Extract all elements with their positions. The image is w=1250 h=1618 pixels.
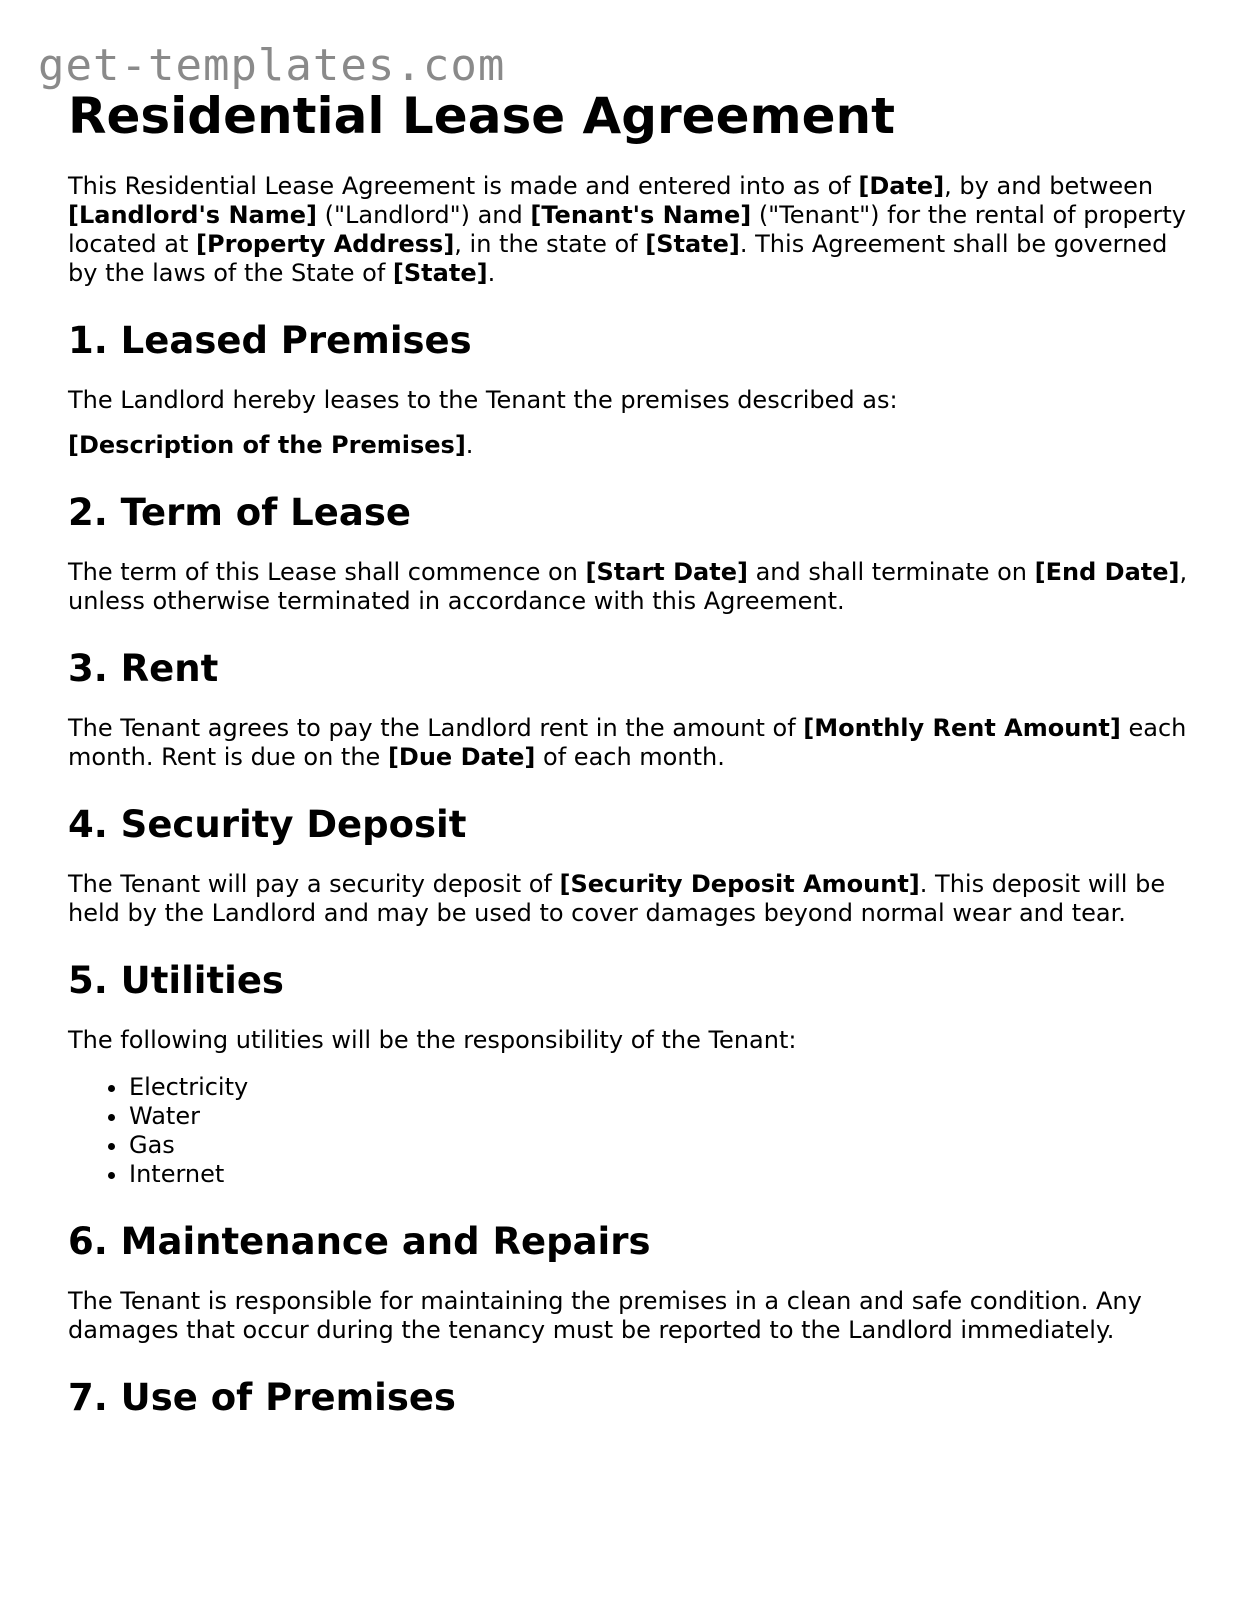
end-date-placeholder: [End Date] xyxy=(1034,558,1180,586)
state-placeholder: [State] xyxy=(645,230,740,258)
section-maintenance-repairs xyxy=(68,1215,1188,1345)
state-placeholder: [State] xyxy=(392,259,488,287)
section-heading: 7. Use of Premises xyxy=(68,1376,456,1419)
landlord-name-placeholder: [Landlord's Name] xyxy=(68,201,317,229)
deposit-amount-placeholder: [Security Deposit Amount] xyxy=(559,870,920,898)
due-date-placeholder: [Due Date] xyxy=(387,743,536,771)
section-term-of-lease xyxy=(68,486,1188,616)
section-paragraph: The Landlord hereby leases to the Tenant the premises described as: xyxy=(68,386,898,414)
rent-amount-placeholder: [Monthly Rent Amount] xyxy=(803,714,1121,742)
list-item: • Electricity xyxy=(129,1073,1188,1102)
section-heading: 5. Utilities xyxy=(68,959,284,1002)
section-use-of-premises xyxy=(68,1371,1188,1425)
document-page xyxy=(68,82,1188,1425)
section-rent xyxy=(68,642,1188,772)
date-placeholder: [Date] xyxy=(858,172,945,200)
section-utilities xyxy=(68,954,1188,1189)
section-paragraph: The term of this Lease shall commence on [Start Date] and shall terminate on [End Date], unless otherwise terminated in accordance with this Agreement. xyxy=(68,558,1188,615)
property-address-placeholder: [Property Address] xyxy=(196,230,455,258)
section-heading: 1. Leased Premises xyxy=(68,319,472,362)
section-heading: 6. Maintenance and Repairs xyxy=(68,1220,651,1263)
utilities-list xyxy=(68,1073,1188,1189)
list-item: • Gas xyxy=(129,1131,1188,1160)
section-paragraph: The Tenant is responsible for maintaining the premises in a clean and safe condition. Any damages that occur during the tenancy must be reported to the Landlord immediately. xyxy=(68,1287,1142,1344)
section-leased-premises xyxy=(68,314,1188,460)
document-title: Residential Lease Agreement xyxy=(68,87,896,145)
section-heading: 4. Security Deposit xyxy=(68,803,467,846)
section-paragraph: The Tenant agrees to pay the Landlord rent in the amount of [Monthly Rent Amount] each month. Rent is due on the [Due Date] of each month. xyxy=(68,714,1187,771)
section-paragraph: The Tenant will pay a security deposit of [Security Deposit Amount]. This deposit will be held by the Landlord and may be used to cover damages beyond normal wear and tear. xyxy=(68,870,1166,927)
section-paragraph: The following utilities will be the responsibility of the Tenant: xyxy=(68,1026,797,1054)
premises-description-placeholder: [Description of the Premises] xyxy=(68,431,466,459)
tenant-name-placeholder: [Tenant's Name] xyxy=(530,201,752,229)
section-heading: 3. Rent xyxy=(68,647,219,690)
start-date-placeholder: [Start Date] xyxy=(585,558,748,586)
section-security-deposit xyxy=(68,798,1188,928)
list-item: • Internet xyxy=(129,1160,1188,1189)
premises-description: [Description of the Premises]. xyxy=(68,431,474,459)
list-item: • Water xyxy=(129,1102,1188,1131)
section-heading: 2. Term of Lease xyxy=(68,491,411,534)
watermark: get-templates.com xyxy=(38,40,506,91)
intro-paragraph: This Residential Lease Agreement is made and entered into as of [Date], by and between [Landlord's Name] ("Landlord") and [Tenant's Name] ("Tenant") for the rental of property located at [Property Address], in the state of [State]. This Agreement shall be governed by the laws of the State of [State]. xyxy=(68,172,1187,287)
